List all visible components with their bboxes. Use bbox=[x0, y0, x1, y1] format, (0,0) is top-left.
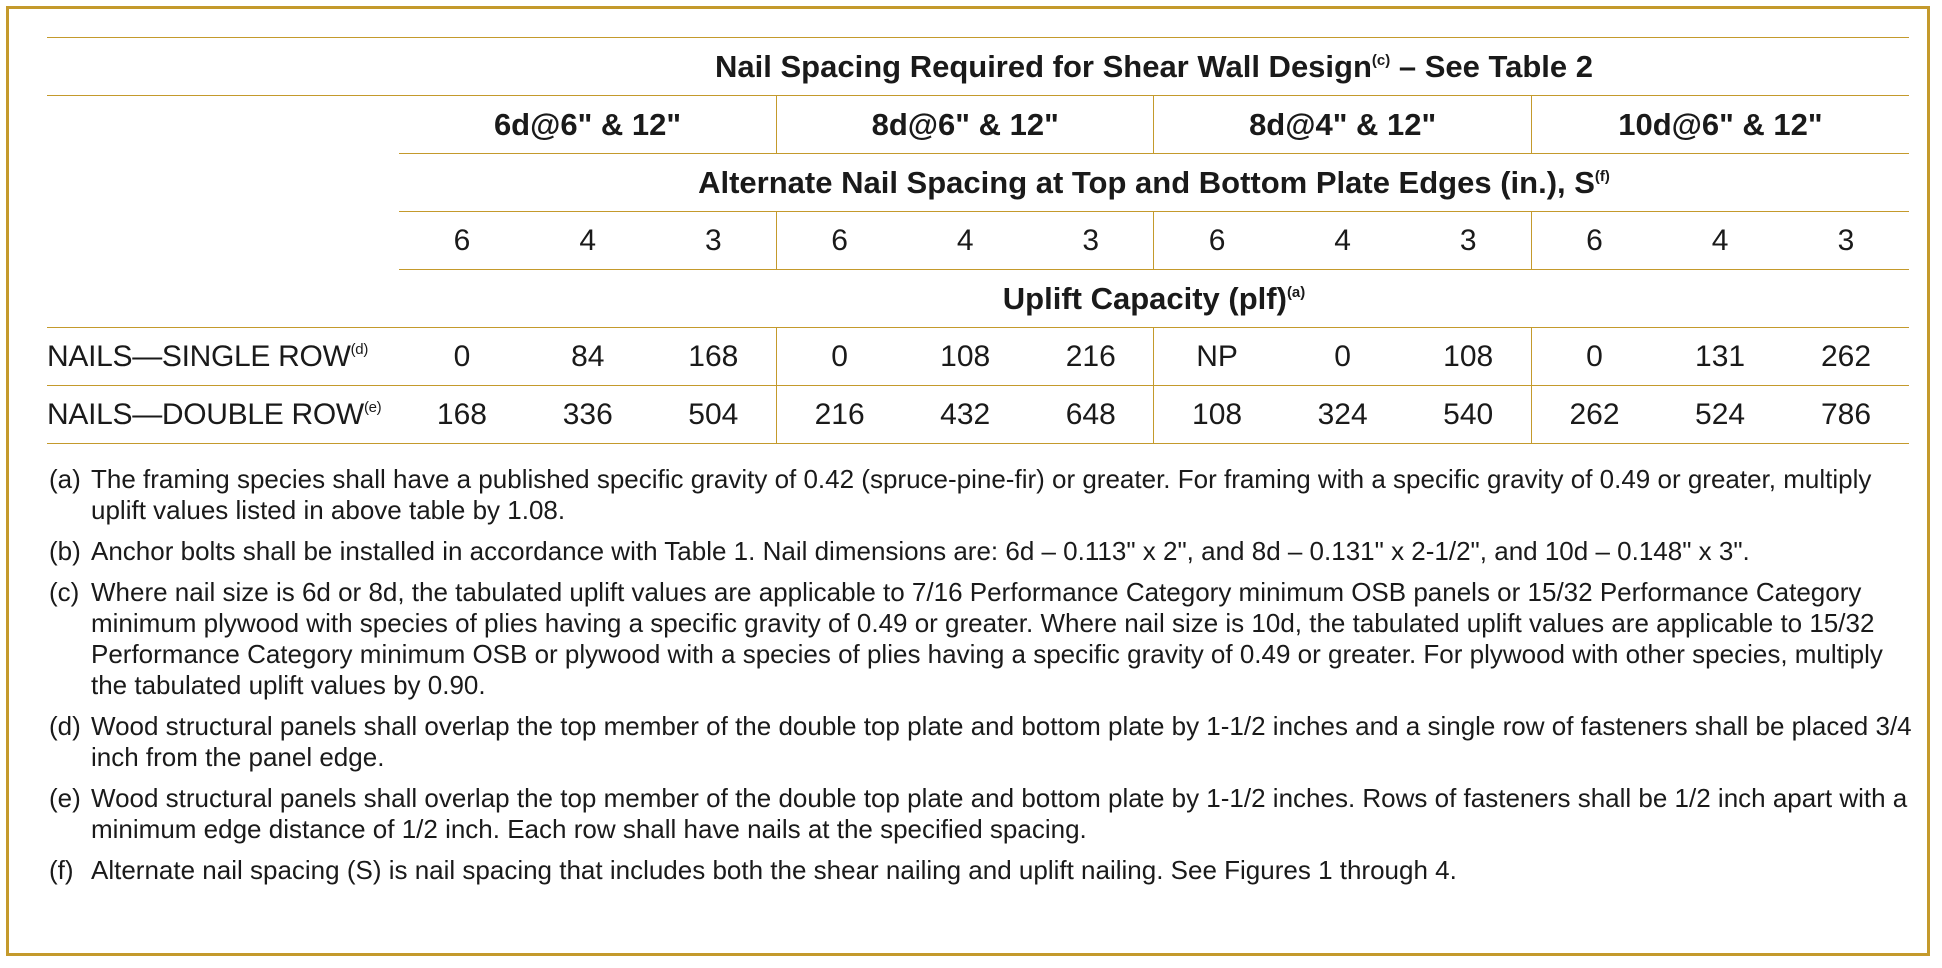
footnotes bbox=[49, 464, 1914, 896]
value-cell: 324 bbox=[1280, 386, 1406, 444]
value-cell: 336 bbox=[525, 386, 651, 444]
value-cell: 108 bbox=[1406, 328, 1532, 386]
blank-cell bbox=[47, 212, 399, 270]
value-cell: 216 bbox=[1028, 328, 1154, 386]
footnote-label: (e) bbox=[49, 783, 81, 813]
group-header: 8d@6" & 12" bbox=[776, 96, 1153, 154]
value-cell: NP bbox=[1154, 328, 1280, 386]
footnote-text: Anchor bolts shall be installed in accordance with Table 1. Nail dimensions are: 6d – 0.113" x 2", and 8d – 0.131" x 2-1/2", and 10d – 0.148" x 3". bbox=[91, 536, 1750, 566]
value-cell: 84 bbox=[525, 328, 651, 386]
uplift-header: Uplift Capacity (plf)$^{(a)}$ bbox=[399, 270, 1909, 328]
value-cell: 524 bbox=[1657, 386, 1783, 444]
table-title: Nail Spacing Required for Shear Wall Design$^{(c)}$ – See Table 2 bbox=[399, 38, 1909, 96]
spacing-cell: 3 bbox=[1406, 212, 1532, 270]
footnote-label: (c) bbox=[49, 577, 80, 607]
value-cell: 432 bbox=[902, 386, 1028, 444]
footnote-label: (d) bbox=[49, 711, 81, 741]
blank-cell bbox=[47, 154, 399, 212]
footnote-label: (a) bbox=[49, 464, 81, 494]
row-label: NAILS—SINGLE ROW$^{(d)}$ bbox=[47, 328, 399, 386]
value-cell: 504 bbox=[651, 386, 777, 444]
nail-group-row bbox=[47, 96, 1909, 154]
footnote bbox=[49, 711, 1914, 773]
footnote-text: The framing species shall have a published specific gravity of 0.42 (spruce-pine-fir) or greater. For framing with a specific gravity of 0.49 or greater, multiply uplift values listed in above table by 1.08. bbox=[91, 464, 1872, 525]
value-cell: 262 bbox=[1783, 328, 1909, 386]
spacing-cell: 6 bbox=[1531, 212, 1657, 270]
table-row bbox=[47, 328, 1909, 386]
group-header: 8d@4" & 12" bbox=[1154, 96, 1531, 154]
footnote bbox=[49, 577, 1914, 701]
uplift-capacity-table bbox=[47, 37, 1909, 444]
spacing-cell: 6 bbox=[776, 212, 902, 270]
footnote-label: (b) bbox=[49, 536, 81, 566]
blank-cell bbox=[47, 38, 399, 96]
spacing-cell: 6 bbox=[399, 212, 525, 270]
uplift-header-row bbox=[47, 270, 1909, 328]
value-cell: 262 bbox=[1531, 386, 1657, 444]
spacing-cell: 3 bbox=[651, 212, 777, 270]
spacing-cell: 3 bbox=[1783, 212, 1909, 270]
table-frame bbox=[6, 6, 1930, 956]
footnote bbox=[49, 783, 1914, 845]
footnote bbox=[49, 464, 1914, 526]
value-cell: 131 bbox=[1657, 328, 1783, 386]
spacing-cell: 4 bbox=[1657, 212, 1783, 270]
value-cell: 0 bbox=[399, 328, 525, 386]
spacing-cell: 4 bbox=[902, 212, 1028, 270]
spacing-cell: 4 bbox=[1280, 212, 1406, 270]
value-cell: 648 bbox=[1028, 386, 1154, 444]
spacing-cell: 6 bbox=[1154, 212, 1280, 270]
value-cell: 168 bbox=[651, 328, 777, 386]
group-header: 10d@6" & 12" bbox=[1531, 96, 1909, 154]
value-cell: 0 bbox=[1280, 328, 1406, 386]
footnote-text: Wood structural panels shall overlap the top member of the double top plate and bottom plate by 1-1/2 inches. Rows of fasteners shall be 1/2 inch apart with a minimum edge distance of 1/2 inch. Each row shall have nails at the specified spacing. bbox=[91, 783, 1908, 844]
footnote-text: Where nail size is 6d or 8d, the tabulated uplift values are applicable to 7/16 Performance Category minimum OSB panels or 15/32 Performance Category minimum plywood with species of plies having a specific gravity of 0.49 or greater. Where nail size is 10d, the tabulated uplift values are applicable to 15/32 Performance Category minimum OSB or plywood with a species of plies having a specific gravity of 0.49 or greater. For plywood with other species, multiply the tabulated uplift values by 0.90. bbox=[91, 577, 1883, 700]
spacing-cell: 3 bbox=[1028, 212, 1154, 270]
group-header: 6d@6" & 12" bbox=[399, 96, 776, 154]
title-row bbox=[47, 38, 1909, 96]
blank-cell bbox=[47, 270, 399, 328]
blank-cell bbox=[47, 96, 399, 154]
footnote-label: (f) bbox=[49, 855, 74, 885]
value-cell: 168 bbox=[399, 386, 525, 444]
alt-spacing-header: Alternate Nail Spacing at Top and Bottom Plate Edges (in.), $S^{(f)}$ bbox=[399, 154, 1909, 212]
spacing-row bbox=[47, 212, 1909, 270]
value-cell: 0 bbox=[776, 328, 902, 386]
footnote-text: Alternate nail spacing (S) is nail spacing that includes both the shear nailing and uplift nailing. See Figures 1 through 4. bbox=[91, 855, 1457, 885]
value-cell: 540 bbox=[1406, 386, 1532, 444]
table-row bbox=[47, 386, 1909, 444]
footnote-text: Wood structural panels shall overlap the top member of the double top plate and bottom plate by 1-1/2 inches and a single row of fasteners shall be placed 3/4 inch from the panel edge. bbox=[91, 711, 1912, 772]
value-cell: 0 bbox=[1531, 328, 1657, 386]
alt-spacing-row bbox=[47, 154, 1909, 212]
footnote bbox=[49, 855, 1914, 886]
value-cell: 786 bbox=[1783, 386, 1909, 444]
footnote bbox=[49, 536, 1914, 567]
spacing-cell: 4 bbox=[525, 212, 651, 270]
value-cell: 108 bbox=[1154, 386, 1280, 444]
row-label: NAILS—DOUBLE ROW$^{(e)}$ bbox=[47, 386, 399, 444]
value-cell: 108 bbox=[902, 328, 1028, 386]
value-cell: 216 bbox=[776, 386, 902, 444]
